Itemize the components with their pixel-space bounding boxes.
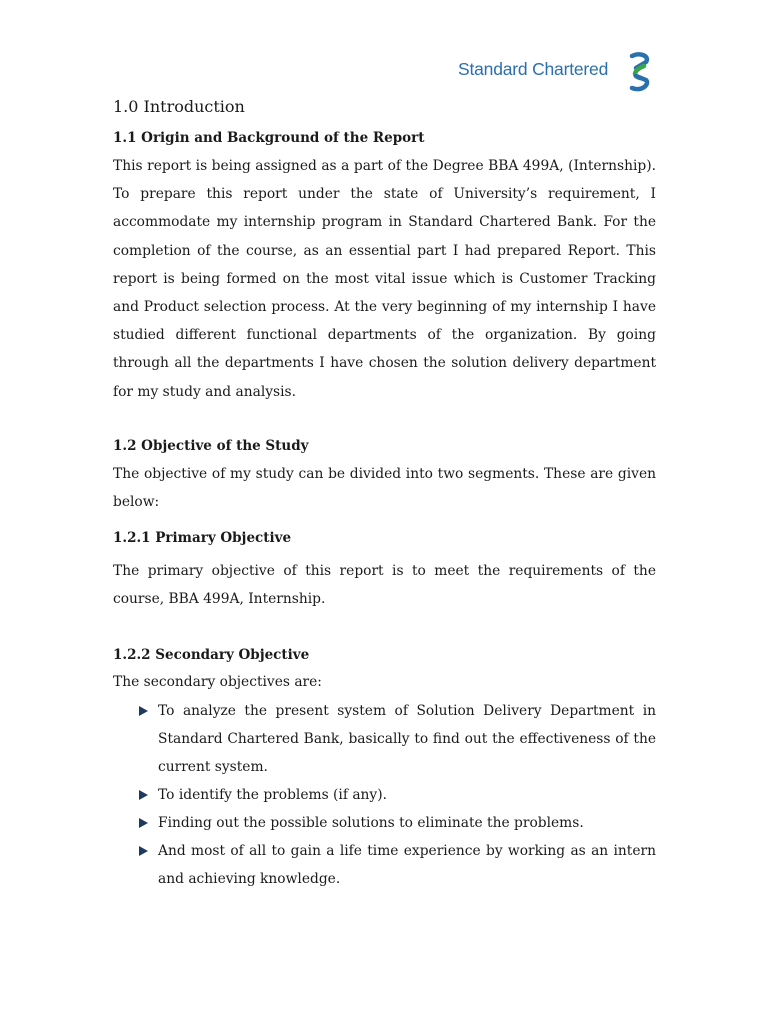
objective-heading: 1.2 Objective of the Study [113,438,309,454]
list-item-text: Finding out the possible solutions to eliminate the problems. [158,815,584,831]
triangle-bullet-icon [139,846,148,856]
list-item [135,809,656,837]
standard-chartered-logo-icon [628,52,652,92]
primary-objective-paragraph: The primary objective of this report is to meet the requirements of the course, BBA 499A, Internship. [113,563,656,608]
list-item [135,781,656,809]
primary-objective-heading: 1.2.1 Primary Objective [113,530,292,546]
secondary-objective-heading: 1.2.2 Secondary Objective [113,647,310,663]
objective-paragraph: The objective of my study can be divided into two segments. These are given below: [113,466,656,511]
list-item-text: To analyze the present system of Solution Delivery Department in Standard Chartered Bank, basically to find out the effectiveness of the current system. [158,703,656,775]
origin-heading: 1.1 Origin and Background of the Report [113,130,425,146]
triangle-bullet-icon [139,790,148,800]
triangle-bullet-icon [139,818,148,828]
origin-paragraph: This report is being assigned as a part of the Degree BBA 499A, (Internship). To prepare this report under the state of University’s requirement, I accommodate my internship program in Standard Chartered Bank. For the completion of the course, as an essential part I had prepared Report. This report is being formed on the most vital issue which is Customer Tracking and Product selection process. At the very beginning of my internship I have studied different functional departments of the organization. By going through all the departments I have chosen the solution delivery department for my study and analysis. [113,158,656,400]
list-item-text: And most of all to gain a life time experience by working as an intern and achieving knowledge. [158,843,656,887]
logo-text: Standard Chartered [458,59,609,79]
triangle-bullet-icon [139,706,148,716]
standard-chartered-logo [458,50,658,94]
list-item [135,697,656,781]
secondary-objective-list [135,697,656,893]
list-item [135,837,656,893]
list-item-text: To identify the problems (if any). [158,787,387,803]
secondary-objective-intro: The secondary objectives are: [113,674,322,690]
introduction-heading: 1.0 Introduction [113,97,245,116]
